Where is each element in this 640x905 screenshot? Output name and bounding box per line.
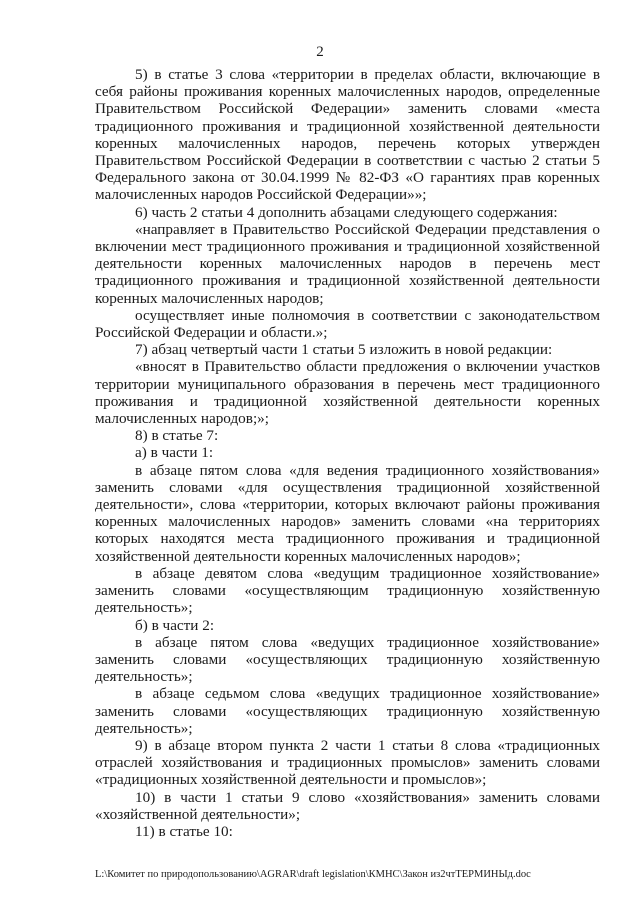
paragraph-8a-abzac-9: в абзаце девятом слова «ведущим традиционное хозяйствование» заменить словами «осуществляющим традиционную хозяйственную деятельность»; <box>95 564 600 617</box>
paragraph-6-addition-2: осуществляет иные полномочия в соответствии с законодательством Российской Федерации и области.»; <box>95 306 600 342</box>
paragraph-amendment-11: 11) в статье 10: <box>135 822 233 840</box>
document-body <box>95 66 600 840</box>
paragraph-8a-abzac-5: в абзаце пятом слова «для ведения традиционного хозяйствования» заменить словами «для осуществления традиционной хозяйственной деятельности», слова «территории, которых включают районы проживания коренных малочисленных народов» заменить словами «на территориях которых находятся места традиционного проживания и традиционной хозяйственной деятельности коренных малочисленных народов»; <box>95 461 600 565</box>
paragraph-8b-abzac-5: в абзаце пятом слова «ведущих традиционное хозяйствование» заменить словами «осуществляющих традиционную хозяйственную деятельность»; <box>95 633 600 686</box>
paragraph-amendment-7: 7) абзац четвертый части 1 статьи 5 изложить в новой редакции: <box>135 341 553 359</box>
page-number: 2 <box>316 44 324 60</box>
paragraph-8b: б) в части 2: <box>135 616 215 634</box>
paragraph-amendment-8: 8) в статье 7: <box>135 427 219 445</box>
paragraph-6-addition-1: «направляет в Правительство Российской Федерации представления о включении мест традиционного проживания и традиционной хозяйственной деятельности коренных малочисленных народов в перечень мест традиционного проживания и традиционной хозяйственной деятельности коренных малочисленных народов; <box>95 220 600 307</box>
paragraph-amendment-6: 6) часть 2 статьи 4 дополнить абзацами следующего содержания: <box>135 203 558 221</box>
footer-file-path: L:\Комитет по природопользованию\AGRAR\draft legislation\КМНС\Закон из2чтТЕРМИНЫд.doc <box>95 869 531 880</box>
paragraph-8b-abzac-7: в абзаце седьмом слова «ведущих традиционное хозяйствование» заменить словами «осуществляющих традиционную хозяйственную деятельность»; <box>95 685 600 737</box>
paragraph-amendment-9: 9) в абзаце втором пункта 2 части 1 статьи 8 слова «традиционных отраслей хозяйствования и традиционных промыслов» заменить словами «традиционных хозяйственной деятельности и промыслов»; <box>95 736 600 789</box>
paragraph-7-new-text: «вносят в Правительство области предложения о включении участков территории муниципального образования в перечень мест традиционного проживания и традиционной хозяйственной деятельности коренных малочисленных народов;»; <box>95 358 600 428</box>
paragraph-8a: а) в части 1: <box>135 444 214 462</box>
paragraph-amendment-10: 10) в части 1 статьи 9 слово «хозяйствования» заменить словами «хозяйственной деятельности»; <box>95 788 600 823</box>
paragraph-amendment-5: 5) в статье 3 слова «территории в пределах области, включающие в себя районы проживания коренных малочисленных народов, определенные Правительством Российской Федерации» заменить словами «места традиционного проживания и традиционной хозяйственной деятельности коренных малочисленных народов, перечень которых утвержден Правительством Российской Федерации в соответствии с частью 2 статьи 5 Федерального закона от 30.04.1999 № 82-ФЗ «О гарантиях прав коренных малочисленных народов Российской Федерации»»; <box>95 66 600 204</box>
